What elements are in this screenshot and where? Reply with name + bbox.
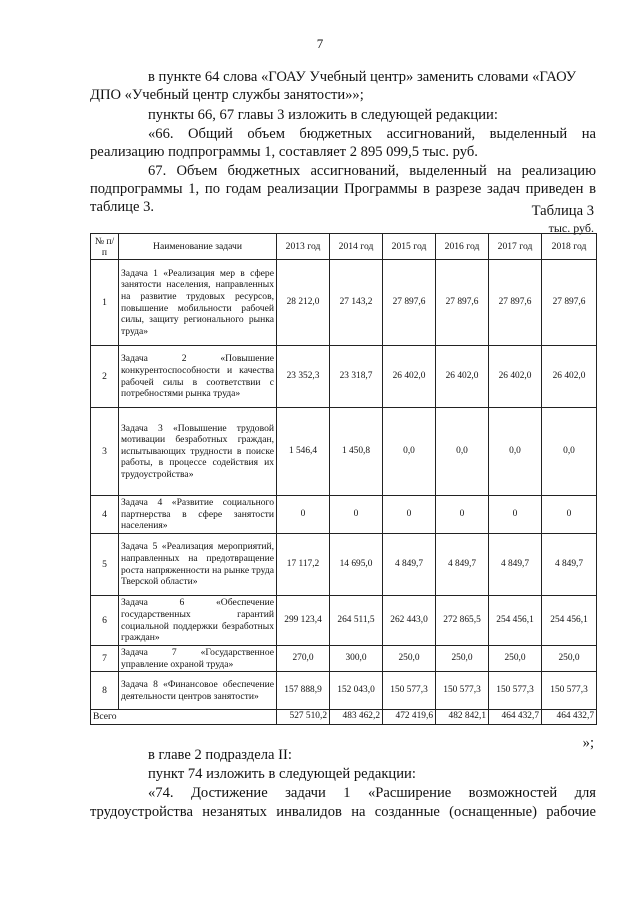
- paragraph-line-4: «66. Общий объем бюджетных ассигнований, выделенный на: [148, 126, 596, 142]
- paragraph-line-10: пункт 74 изложить в следующей редакции:: [148, 766, 416, 782]
- value-2016: 250,0: [436, 646, 489, 672]
- value-2015: 262 443,0: [383, 596, 436, 646]
- table-total-row: [91, 710, 597, 725]
- task-name: Задача 8 «Финансовое обеспечение деятельности центров занятости»: [119, 672, 277, 710]
- value-2015: 26 402,0: [383, 346, 436, 408]
- header-year-2016: 2016 год: [436, 234, 489, 260]
- table-caption: Таблица 3: [531, 203, 594, 219]
- value-2017: 0,0: [489, 408, 542, 496]
- header-year-2015: 2015 год: [383, 234, 436, 260]
- value-2016: 26 402,0: [436, 346, 489, 408]
- value-2017: 27 897,6: [489, 260, 542, 346]
- task-name: Задача 2 «Повышение конкурентоспособности и качества рабочей силы в соответствии с потребностями рынка труда»: [119, 346, 277, 408]
- value-2013: 157 888,9: [277, 672, 330, 710]
- value-2014: 1 450,8: [330, 408, 383, 496]
- paragraph-line-5: реализацию подпрограммы 1, составляет 2 895 099,5 тыс. руб.: [90, 144, 478, 160]
- value-2014: 0: [330, 496, 383, 534]
- total-2018: 464 432,7: [542, 710, 597, 725]
- value-2014: 23 318,7: [330, 346, 383, 408]
- value-2013: 23 352,3: [277, 346, 330, 408]
- task-name: Задача 5 «Реализация мероприятий, направленных на предотвращение роста напряженности на рынке труда Тверской области»: [119, 534, 277, 596]
- paragraph-line-8: таблице 3.: [90, 199, 155, 215]
- total-2014: 483 462,2: [330, 710, 383, 725]
- table-row: [91, 346, 597, 408]
- paragraph-line-9: в главе 2 подраздела II:: [148, 747, 292, 763]
- row-number: 3: [91, 408, 119, 496]
- paragraph-line-7: подпрограммы 1, по годам реализации Программы в разрезе задач приведен в: [90, 181, 596, 197]
- header-year-2018: 2018 год: [542, 234, 597, 260]
- total-2015: 472 419,6: [383, 710, 436, 725]
- paragraph-line-1: в пункте 64 слова «ГОАУ Учебный центр» заменить словами «ГАОУ: [148, 69, 577, 85]
- total-2017: 464 432,7: [489, 710, 542, 725]
- value-2013: 1 546,4: [277, 408, 330, 496]
- paragraph-line-2: ДПО «Учебный центр службы занятости»»;: [90, 87, 364, 103]
- table-row: [91, 496, 597, 534]
- value-2014: 300,0: [330, 646, 383, 672]
- value-2018: 150 577,3: [542, 672, 597, 710]
- paragraph-line-11: «74. Достижение задачи 1 «Расширение возможностей для: [148, 785, 596, 801]
- task-name: Задача 3 «Повышение трудовой мотивации безработных граждан, испытывающих трудности в поиске работы, в процессе содействия их трудоустройства»: [119, 408, 277, 496]
- paragraph-line-3: пункты 66, 67 главы 3 изложить в следующей редакции:: [148, 107, 498, 123]
- value-2018: 0,0: [542, 408, 597, 496]
- row-number: 7: [91, 646, 119, 672]
- row-number: 4: [91, 496, 119, 534]
- table-unit: тыс. руб.: [548, 221, 594, 235]
- table-row: [91, 672, 597, 710]
- value-2017: 250,0: [489, 646, 542, 672]
- value-2015: 0,0: [383, 408, 436, 496]
- task-name: Задача 4 «Развитие социального партнерства в сфере занятости населения»: [119, 496, 277, 534]
- value-2018: 254 456,1: [542, 596, 597, 646]
- budget-table: [90, 233, 597, 725]
- table-row: [91, 596, 597, 646]
- total-2013: 527 510,2: [277, 710, 330, 725]
- table-row: [91, 408, 597, 496]
- header-name: Наименование задачи: [119, 234, 277, 260]
- value-2013: 299 123,4: [277, 596, 330, 646]
- value-2017: 26 402,0: [489, 346, 542, 408]
- value-2017: 0: [489, 496, 542, 534]
- value-2018: 4 849,7: [542, 534, 597, 596]
- task-name: Задача 6 «Обеспечение государственных гарантий социальной поддержки безработных граждан»: [119, 596, 277, 646]
- row-number: 6: [91, 596, 119, 646]
- value-2016: 0: [436, 496, 489, 534]
- closing-quote-mark: »;: [582, 735, 594, 751]
- header-year-2014: 2014 год: [330, 234, 383, 260]
- value-2016: 27 897,6: [436, 260, 489, 346]
- value-2017: 4 849,7: [489, 534, 542, 596]
- header-year-2013: 2013 год: [277, 234, 330, 260]
- total-label: Всего: [91, 710, 277, 725]
- total-2016: 482 842,1: [436, 710, 489, 725]
- row-number: 8: [91, 672, 119, 710]
- value-2015: 0: [383, 496, 436, 534]
- value-2013: 17 117,2: [277, 534, 330, 596]
- header-no: № п/п: [91, 234, 119, 260]
- value-2014: 27 143,2: [330, 260, 383, 346]
- table-row: [91, 646, 597, 672]
- table-row: [91, 260, 597, 346]
- value-2016: 272 865,5: [436, 596, 489, 646]
- value-2017: 254 456,1: [489, 596, 542, 646]
- value-2014: 152 043,0: [330, 672, 383, 710]
- paragraph-line-6: 67. Объем бюджетных ассигнований, выделенный на реализацию: [148, 163, 596, 179]
- value-2013: 28 212,0: [277, 260, 330, 346]
- value-2015: 4 849,7: [383, 534, 436, 596]
- value-2013: 0: [277, 496, 330, 534]
- row-number: 1: [91, 260, 119, 346]
- value-2016: 0,0: [436, 408, 489, 496]
- value-2018: 0: [542, 496, 597, 534]
- task-name: Задача 7 «Государственное управление охраной труда»: [119, 646, 277, 672]
- value-2015: 250,0: [383, 646, 436, 672]
- value-2016: 150 577,3: [436, 672, 489, 710]
- row-number: 2: [91, 346, 119, 408]
- value-2014: 14 695,0: [330, 534, 383, 596]
- value-2017: 150 577,3: [489, 672, 542, 710]
- value-2015: 150 577,3: [383, 672, 436, 710]
- value-2018: 27 897,6: [542, 260, 597, 346]
- value-2016: 4 849,7: [436, 534, 489, 596]
- value-2014: 264 511,5: [330, 596, 383, 646]
- paragraph-line-12: трудоустройства незанятых инвалидов на созданные (оснащенные) рабочие: [90, 804, 596, 820]
- row-number: 5: [91, 534, 119, 596]
- table-row: [91, 534, 597, 596]
- table-header-row: [91, 234, 597, 260]
- value-2018: 250,0: [542, 646, 597, 672]
- header-year-2017: 2017 год: [489, 234, 542, 260]
- value-2018: 26 402,0: [542, 346, 597, 408]
- page-number: 7: [316, 36, 324, 51]
- value-2015: 27 897,6: [383, 260, 436, 346]
- value-2013: 270,0: [277, 646, 330, 672]
- task-name: Задача 1 «Реализация мер в сфере занятости населения, направленных на развитие трудовых ресурсов, повышение мобильности рабочей силы, защиту регионального рынка труда»: [119, 260, 277, 346]
